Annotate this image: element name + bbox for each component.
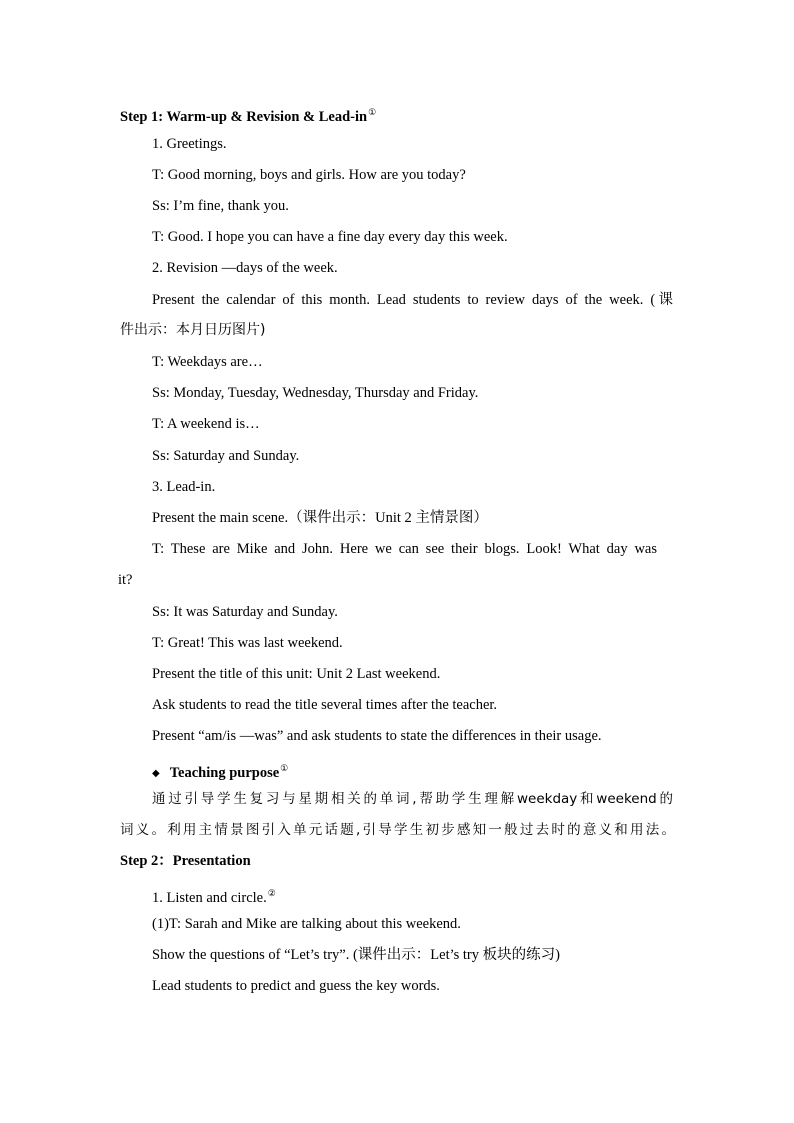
paragraph-line: T: Great! This was last weekend. [152, 635, 343, 651]
diamond-bullet-icon: ◆ [152, 768, 160, 779]
paragraph-line: 3. Lead-in. [152, 479, 216, 495]
footnote-mark: ① [368, 107, 377, 117]
paragraph-line: it? [118, 572, 133, 588]
paragraph-line: T: Good. I hope you can have a fine day every day this week. [152, 229, 508, 245]
teaching-purpose-text: Teaching purpose [169, 765, 280, 781]
paragraph-line: Present the title of this unit: Unit 2 Last weekend. [152, 666, 441, 682]
paragraph-line: T: These are Mike and John. Here we can see their blogs. Look! What day was [152, 541, 657, 557]
paragraph-line: Lead students to predict and guess the key words. [152, 978, 440, 994]
step2-heading: Step 2：Presentation [120, 853, 251, 869]
paragraph-line: (1)T: Sarah and Mike are talking about this weekend. [152, 916, 461, 932]
paragraph-line: Ss: Saturday and Sunday. [152, 448, 300, 464]
paragraph-line: 1. Greetings. [152, 136, 227, 152]
paragraph-line [152, 884, 276, 907]
paragraph-line: T: A weekend is… [152, 416, 260, 432]
paragraph-line: Present the main scene.（课件出示：Unit 2 主情景图） [152, 510, 488, 526]
paragraph-line: Ss: Monday, Tuesday, Wednesday, Thursday and Friday. [152, 385, 479, 401]
step2-line-text: 1. Listen and circle. [152, 890, 267, 906]
paragraph-line: Present the calendar of this month. Lead students to review days of the week. (课 [152, 292, 673, 308]
purpose-paragraph-line: 通过引导学生复习与星期相关的单词,帮助学生理解weekday和weekend的 [152, 791, 673, 807]
paragraph-line: Ss: I’m fine, thank you. [152, 198, 289, 214]
footnote-mark: ① [280, 763, 289, 773]
step1-heading [120, 103, 376, 126]
paragraph-line: Present “am/is —was” and ask students to state the differences in their usage. [152, 728, 602, 744]
paragraph-line: 2. Revision —days of the week. [152, 260, 338, 276]
step1-heading-text: Step 1: Warm-up & Revision & Lead-in [120, 109, 368, 125]
purpose-paragraph-line: 词义。利用主情景图引入单元话题,引导学生初步感知一般过去时的意义和用法。 [120, 822, 675, 838]
teaching-purpose-heading [152, 759, 288, 783]
paragraph-line: Show the questions of “Let’s try”. (课件出示：Let’s try 板块的练习) [152, 947, 560, 963]
paragraph-line: T: Good morning, boys and girls. How are you today? [152, 167, 466, 183]
paragraph-line: Ss: It was Saturday and Sunday. [152, 604, 338, 620]
paragraph-line: 件出示：本月日历图片) [120, 322, 266, 338]
paragraph-line: T: Weekdays are… [152, 354, 263, 370]
paragraph-line: Ask students to read the title several times after the teacher. [152, 697, 498, 713]
footnote-mark: ② [267, 888, 276, 898]
